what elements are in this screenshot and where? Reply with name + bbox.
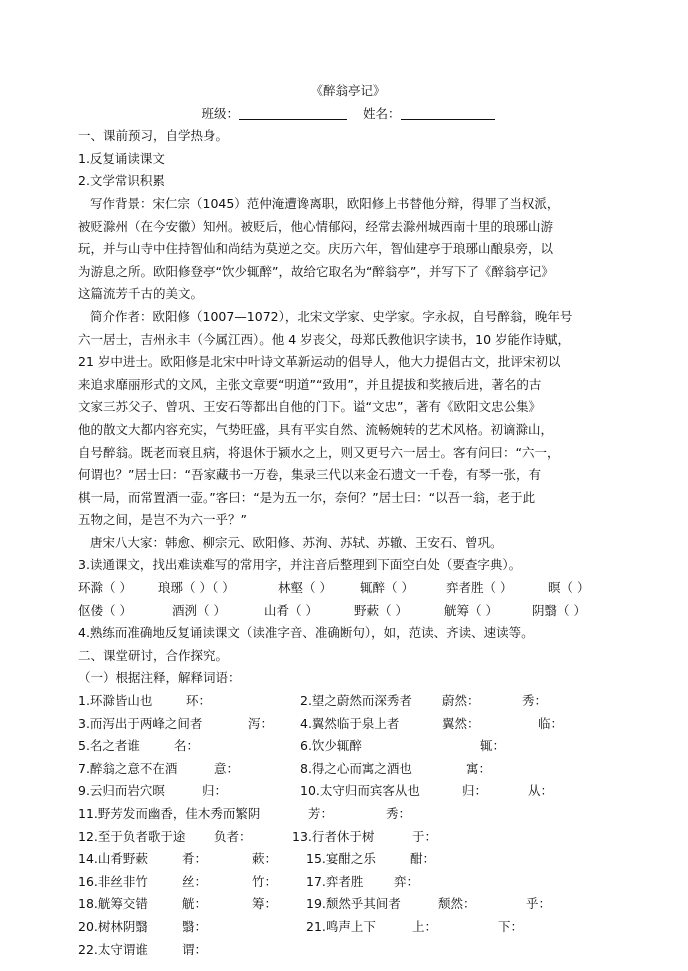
vocab-sentence: 12.至于负者歌于途 (78, 828, 186, 844)
vocab-row (78, 735, 618, 758)
vocab-sentence: 10.太守归而宾客从也 (300, 783, 420, 799)
vocab-sentence: 2.望之蔚然而深秀者 (300, 693, 412, 709)
vocab-term: 归： (462, 783, 488, 799)
vocab-term: 翼然： (442, 715, 480, 731)
tang-song-line: 唐宋八大家：韩愈、柳宗元、欧阳修、苏洵、苏轼、苏辙、王安石、曾巩。 (90, 534, 503, 550)
char-entry: 觥筹（ ） (444, 602, 498, 618)
class-blank (239, 105, 347, 120)
vocab-term: 泻： (248, 715, 274, 731)
vocab-term: 寓： (466, 760, 492, 776)
vocab-term: 蔌： (252, 851, 278, 867)
vocab-sentence: 8.得之心而寓之酒也 (300, 760, 412, 776)
vocab-term: 翳： (182, 918, 208, 934)
name-label: 姓名： (362, 105, 401, 121)
vocab-sentence: 5.名之者谁 (78, 738, 140, 754)
char-entry: 辄醉（ ） (360, 580, 414, 596)
author-line: 六一居士，吉州永丰（今属江西）。他 4 岁丧父，母郑氏教他识字读书，10 岁能作诗赋， (78, 331, 571, 347)
char-entry: 林壑（ ） (278, 580, 332, 596)
vocab-sentence: 4.翼然临于泉上者 (300, 715, 400, 731)
background-line: 写作背景：宋仁宗（1045）范仲淹遭谗离职，欧阳修上书替他分辩，得罪了当权派， (90, 195, 560, 211)
vocab-sentence: 17.弈者胜 (306, 873, 364, 889)
char-row-2 (78, 600, 618, 623)
section2-heading: 二、课堂研讨，合作探究。 (78, 647, 229, 663)
vocab-term: 意： (214, 760, 240, 776)
vocab-term: 竹： (252, 873, 278, 889)
vocab-sentence: 3.而泻出于两峰之间者 (78, 715, 203, 731)
vocab-sentence: 20.树林阴翳 (78, 918, 148, 934)
author-line: 文家三苏父子、曾巩、王安石等都出自他的门下。谥“文忠”，著有《欧阳文忠公集》 (78, 399, 541, 415)
vocab-sentence: 15.宴酣之乐 (306, 851, 376, 867)
vocab-row (78, 758, 618, 781)
char-entry: 酒洌（ ） (172, 602, 226, 618)
item-3: 3.读通课文，找出难读难写的常用字，并注音后整理到下面空白处（要查字典）。 (78, 557, 522, 573)
author-line: 来追求靡丽形式的文风，主张文章要“明道”“致用”，并且提拔和奖掖后进，著名的古 (78, 376, 542, 392)
vocab-term: 于： (412, 828, 438, 844)
vocab-term: 颓然： (438, 896, 476, 912)
author-line: 他的散文大都内容充实，气势旺盛，具有平实自然、流畅婉转的艺术风格。初谪滁山， (78, 421, 554, 437)
vocab-row (78, 848, 618, 871)
vocab-sentence: 16.非丝非竹 (78, 873, 148, 889)
char-entry: 伛偻（ ） (78, 602, 132, 618)
vocab-term: 芳： (308, 806, 334, 821)
vocab-term: 乎： (526, 896, 552, 912)
background-line: 玩，并与山寺中住持智仙和尚结为莫逆之交。庆历六年，智仙建亭于琅琊山酿泉旁，以 (78, 241, 554, 257)
vocab-term: 下： (498, 918, 524, 934)
char-entry: 山肴（ ） (264, 602, 318, 618)
vocab-term: 上： (412, 918, 438, 934)
vocab-term: 丝： (182, 873, 208, 889)
char-entry: 弈者胜（ ） (446, 580, 513, 596)
background-line: 为游息之所。欧阳修登亭“饮少辄醉”，故给它取名为“醉翁亭”，并写下了《醉翁亭记》 (78, 263, 554, 279)
vocab-term: 谓： (182, 941, 208, 957)
vocab-row (78, 916, 618, 939)
char-entry: 环滁（ ） (78, 580, 132, 596)
vocab-row (78, 780, 618, 803)
author-line: 五物之间，是岂不为六一乎？” (78, 512, 247, 528)
background-line: 被贬滁州（在今安徽）知州。被贬后，他心情郁闷，经常去滁州城西南十里的琅琊山游 (78, 218, 554, 234)
vocab-term: 觥： (182, 896, 208, 912)
vocab-term: 归： (202, 783, 228, 799)
vocab-sentence: 9.云归而岩穴暝 (78, 783, 165, 799)
vocab-sentence: 21.鸣声上下 (306, 918, 376, 934)
vocab-sentence: 18.觥筹交错 (78, 896, 148, 912)
item-4: 4.熟练而准确地反复诵读课文（读准字音、准确断句），如，范读、齐读、速读等。 (78, 625, 534, 641)
background-line: 这篇流芳千古的美文。 (78, 286, 204, 302)
vocab-row (78, 713, 618, 736)
char-entry: 琅琊（ ）（ ） (158, 580, 235, 596)
vocab-term: 临： (538, 715, 564, 731)
vocab-term: 蔚然： (442, 693, 480, 709)
char-entry: 阴翳（ ） (532, 602, 586, 618)
author-line: 棋一局，而常置酒一壶。”客曰：“是为五一尔，奈何？”居士曰：“以吾一翁，老于此 (78, 489, 536, 505)
vocab-sentence: 14.山肴野蔌 (78, 851, 148, 867)
vocab-term: 秀： (522, 693, 548, 709)
author-line: 21 岁中进士。欧阳修是北宋中叶诗文革新运动的倡导人，他大力提倡古文，批评宋初以 (78, 354, 561, 370)
vocab-term: 肴： (182, 851, 208, 867)
vocab-term: 辄： (480, 738, 506, 754)
char-row-1 (78, 577, 618, 600)
vocab-term: 筹： (252, 896, 278, 912)
vocab-term: 名： (174, 738, 200, 754)
char-entry: 暝（ ） (548, 580, 590, 596)
vocab-sentence: 6.饮少辄醉 (300, 738, 362, 754)
author-line: 自号醉翁。既老而衰且病，将退休于颍水之上，则又更号六一居士。客有问曰：“六一， (78, 444, 560, 460)
vocab-term: 秀： (386, 806, 412, 821)
vocab-sentence: 1.环滁皆山也 (78, 693, 153, 709)
name-blank (401, 105, 495, 120)
page-title: 《醉翁亭记》 (310, 83, 386, 98)
vocab-sentence: 11.野芳发而幽香，佳木秀而繁阴 (78, 806, 261, 821)
class-name-line (78, 103, 618, 126)
author-line: 何谓也？”居士曰：“吾家藏书一万卷，集录三代以来金石遗文一千卷，有琴一张，有 (78, 467, 541, 483)
item-1: 1.反复诵读课文 (78, 150, 165, 166)
vocab-sentence: 7.醉翁之意不在酒 (78, 760, 178, 776)
worksheet-page (78, 80, 618, 961)
vocab-sentence: 13.行者休于树 (292, 828, 375, 844)
char-entry: 野蔌（ ） (354, 602, 408, 618)
vocab-term: 从： (528, 783, 554, 799)
section2-subheading: （一）根据注释，解释词语： (78, 670, 241, 686)
item-2: 2.文学常识积累 (78, 173, 165, 189)
vocab-sentence: 22.太守谓谁 (78, 941, 148, 957)
vocab-row (78, 690, 618, 713)
vocab-row (78, 893, 618, 916)
vocab-term: 负者： (214, 828, 252, 844)
vocab-row (78, 871, 618, 894)
author-line: 简介作者：欧阳修（1007—1072），北宋文学家、史学家。字永叔，自号醉翁，晚年号 (90, 308, 573, 324)
vocab-term: 环： (186, 693, 212, 709)
vocab-row (78, 826, 618, 849)
vocab-term: 酣： (410, 851, 436, 867)
vocab-row (78, 803, 618, 826)
section1-heading: 一、课前预习，自学热身。 (78, 128, 229, 144)
vocab-term: 弈： (394, 873, 420, 889)
vocab-sentence: 19.颓然乎其间者 (306, 896, 401, 912)
vocab-row (78, 939, 618, 962)
class-label: 班级： (201, 105, 240, 121)
